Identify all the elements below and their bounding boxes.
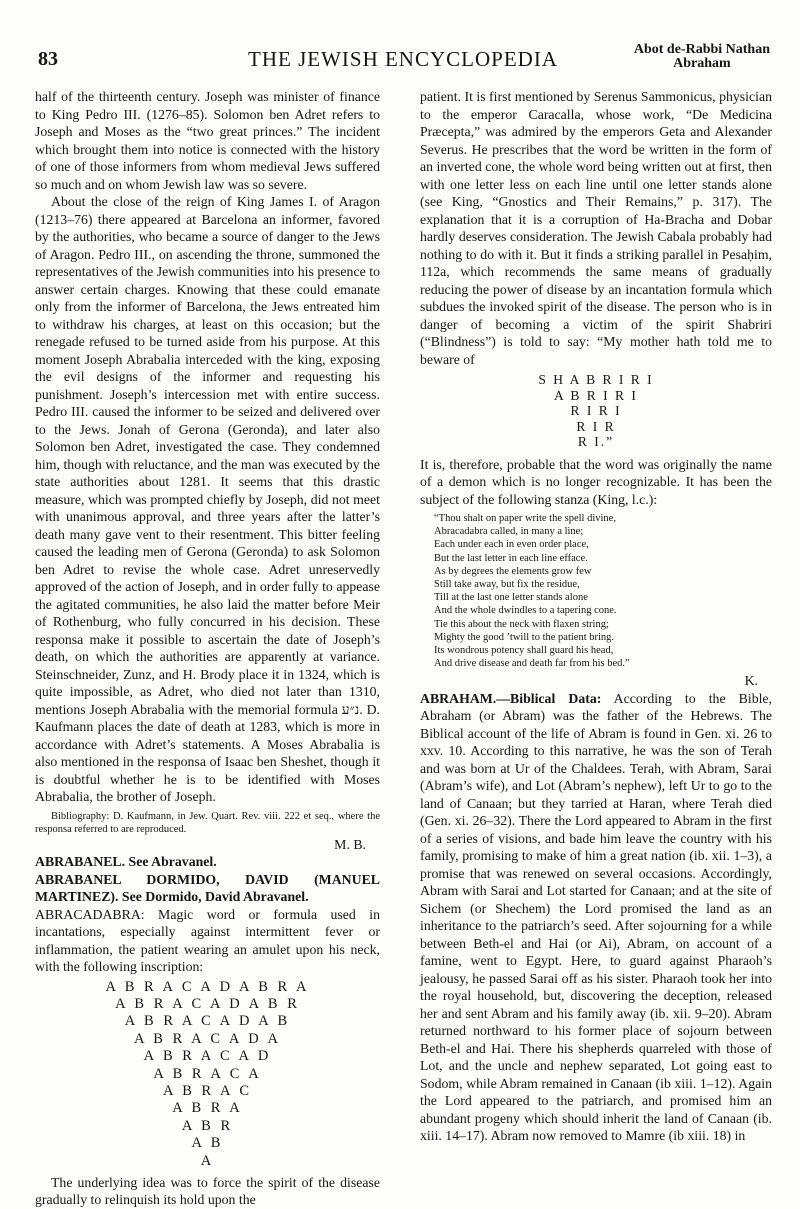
poem-line: Tie this about the neck with flaxen string; — [434, 618, 609, 630]
paragraph: patient. It is first mentioned by Serenus Sammonicus, physician to the emperor Caracalla, whose work, “De Medicina Præcepta,” was admired by the emperors Geta and Alexander Severus. He prescribes that the word be written in the form of an inverted cone, the whole word being written out at first, then with one letter less on each line until one letter stands alone (see King, “Gnostics and Their Remains,” p. 317). The explanation that it is a corruption of Ha-Bracha and Dobar hardly deserves consideration. The Jewish Cabala probably had nothing to do with it. But it finds a striking parallel in Pesaḥim, 112a, which recommends the same means of gradually reducing the power of disease by an incantation formula which subdues the invoked spirit of the disease. The person who is in danger of becoming a victim of the spirit Shabriri (“Blindness”) is told to say: “My mother hath told me to beware of — [420, 89, 772, 367]
triangle-line: A B R A C A D A B R A — [105, 978, 310, 995]
author-signature: M. B. — [334, 836, 366, 852]
running-head-line2: Abraham — [673, 56, 731, 71]
poem-line: And drive disease and death far from his bed.” — [434, 658, 630, 670]
page-header — [0, 0, 800, 88]
triangle-line: A B R A C A D A B R — [115, 995, 300, 1012]
poem-line: Abracadabra called, in many a line; — [434, 526, 584, 538]
entry-abracadabra: ABRACADABRA: Magic word or formula used in incantations, especially against intermittent fever or inflammation, the patient wearing an amulet upon his neck, with the following inscription: — [35, 906, 380, 974]
running-head — [634, 43, 770, 71]
paragraph: half of the thirteenth century. Joseph was minister of finance to King Pedro III. (1276–85). Solomon ben Adret refers to Joseph and Moses as the “two great princes.” The incident which brought them into notice is connected with the history of one of those informers from whom medieval Jews suffered so much and on whom Jewish law was so severe. — [35, 89, 380, 192]
poem-line: Mighty the good ’twill to the patient bring. — [434, 631, 615, 643]
poem-line: Each under each in even order place, — [434, 539, 589, 551]
bibliography: Bibliography: D. Kaufmann, in Jew. Quart. Rev. viii. 222 et seq., where the responsa referred to are reproduced. — [35, 810, 380, 835]
poem-line: As by degrees the elements grow few — [434, 565, 592, 577]
abracadabra-triangle — [35, 979, 380, 1170]
triangle-line: A — [200, 1152, 215, 1169]
entry-abrabanel: ABRABANEL. See Abravanel. — [35, 854, 217, 869]
shabriri-triangle — [420, 372, 772, 450]
paragraph: The underlying idea was to force the spirit of the disease gradually to relinquish its hold upon the — [35, 1174, 380, 1208]
triangle-line: A B R A — [172, 1100, 243, 1117]
triangle-line: A B R A C A D — [143, 1048, 272, 1065]
paragraph: It is, therefore, probable that the word was originally the name of a demon which is no longer recognizable. It has been the subject of the following stanza (King, l.c.): — [420, 456, 772, 507]
triangle-line: S H A B R I R I — [538, 372, 654, 387]
triangle-line: A B R A C — [162, 1082, 253, 1099]
triangle-line: A B R I R I — [554, 387, 638, 403]
triangle-line: A B — [191, 1135, 224, 1152]
poem-line: “Thou shalt on paper write the spell divine, — [434, 513, 616, 524]
entry-dormido-text: ABRABANEL DORMIDO, DAVID (MANUEL MARTINEZ). See Dormido, David Abravanel. — [35, 871, 380, 904]
poem-line: Its wondrous potency shall guard his head, — [434, 645, 614, 657]
triangle-line: R I.” — [577, 434, 615, 449]
paragraph: About the close of the reign of King James I. of Aragon (1213–76) there appeared at Barcelona an informer, favored by the authorities, who became a source of danger to the Jews of Aragon. Pedro III., on ascending the throne, summoned the representatives of the Jewish communities into his presence to answer certain charges. Knowing that these could emanate only from the informer of Barcelona, the Jews entreated him to withdraw his charges, at least on this occasion; but the renegade refused to be turned aside from his purpose. At this moment Joseph Abrabalia interceded with the king, exposing the evil designs of the informer and requesting his punishment. Joseph’s intercession met with entire success. Pedro III. caused the informer to be seized and delivered over to the Jews. Jonah of Gerona (Geronda), and later also Solomon ben Adret, investigated the case. They condemned him, though with reluctance, and the man was executed by the state authorities about 1281. It seems that this drastic measure, which was prompted chiefly by Joseph, did not meet with unanimous approval, and three years after the latter’s death many gave vent to their resentment. This bitter feeling caused the leading men of Gerona (Geronda) to ask Solomon ben Adret to revise the whole case. Adret unreservedly approved of the action of Joseph, and in order fully to appease the agitated communities, he also laid the matter before Meir of Rothenburg, who fully concurred in his decision. These responsa make it possible to ascertain the date of Joseph’s death, on which the authorities are apparently at variance. Steinschneider, Zunz, and H. Brody place it in 1324, which is quite impossible, as Adret, who died not later than 1310, mentions Joseph Abrabalia with the memorial formula נ״ע. D. Kaufmann places the date of death at 1283, which is more in accordance with Adret’s statements. A Moses Abrabalia is also mentioned in the responsa of Isaac ben Sheshet, though it is doubtful whether he is to be identified with Moses Abrabalia, the brother of Joseph. — [35, 194, 381, 804]
entry-dormido — [35, 871, 380, 906]
abraham-paragraph — [420, 690, 772, 1145]
poem-stanza — [434, 512, 772, 670]
right-column — [420, 88, 772, 1145]
left-column — [35, 88, 380, 1209]
triangle-line: R I R I — [570, 403, 622, 418]
triangle-line: A B R — [181, 1117, 234, 1134]
poem-line: But the last letter in each line efface. — [434, 552, 588, 564]
triangle-line: A B R A C A D A B — [124, 1013, 291, 1030]
poem-line: Still take away, but fix the residue, — [434, 579, 580, 591]
abraham-entry — [420, 690, 772, 1145]
page-number: 83 — [38, 48, 58, 70]
triangle-line: A B R A C A — [153, 1065, 262, 1082]
triangle-line: A B R A C A D A — [134, 1030, 281, 1047]
abraham-text: According to the Bible, Abraham (or Abram) was the father of the Hebrews. The Biblical account of the life of Abram is found in Gen. xi. 26 to xxv. 10. According to this narrative, he was the son of Terah and was born at Ur of the Chaldees. Terah, with Abram, Sarai (Abram’s wife), and Lot (Abram’s nephew), left Ur to go to the land of Canaan; but they tarried at Haran, where Terah died (Gen. xi. 26–32). There the Lord appeared to Abram in the first of a series of visions, and bade him leave the country with his family, promising to make of him a great nation (ib. xii. 1–3), a promise that was renewed on several occasions. Accordingly, Abram with Sarai and Lot started for Canaan; and at the site of Sichem (or Shechem) the Lord promised the land as an inheritance to the patriarch’s seed. After sojourning for a while between Beth-el and Hai (or Ai), Abram, on account of a famine, went to Egypt. Here, to guard against Pharaoh’s jealousy, he passed Sarai off as his sister. Pharaoh took her into the royal household, but, discovering the deception, released her and sent Abram and his family away (ib. xii. 9–20). Abram returned northward to his former place of sojourn between Beth-el and Hai. There his shepherds quarreled with those of Lot, and the uncle and nephew separated, Lot going east to Sodom, while Abram remained in Canaan (ib xiii. 1–12). Again the Lord appeared to the patriarch, and promised him an abundant progeny which should inherit the land of Canaan (ib. xiii. 14–17). Abram now removed to Mamre (ib xiii. 18) in — [420, 690, 772, 1144]
poem-line: Till at the last one letter stands alone — [434, 592, 588, 604]
entry-abraham-head: ABRAHAM.—Biblical Data: — [420, 690, 602, 706]
triangle-line: R I R — [576, 418, 616, 434]
running-head-line1: Abot de-Rabbi Nathan — [633, 42, 770, 57]
journal-title: THE JEWISH ENCYCLOPEDIA — [248, 47, 558, 71]
poem-line: And the whole dwindles to a tapering cone. — [434, 605, 617, 617]
author-signature: K. — [744, 673, 758, 689]
